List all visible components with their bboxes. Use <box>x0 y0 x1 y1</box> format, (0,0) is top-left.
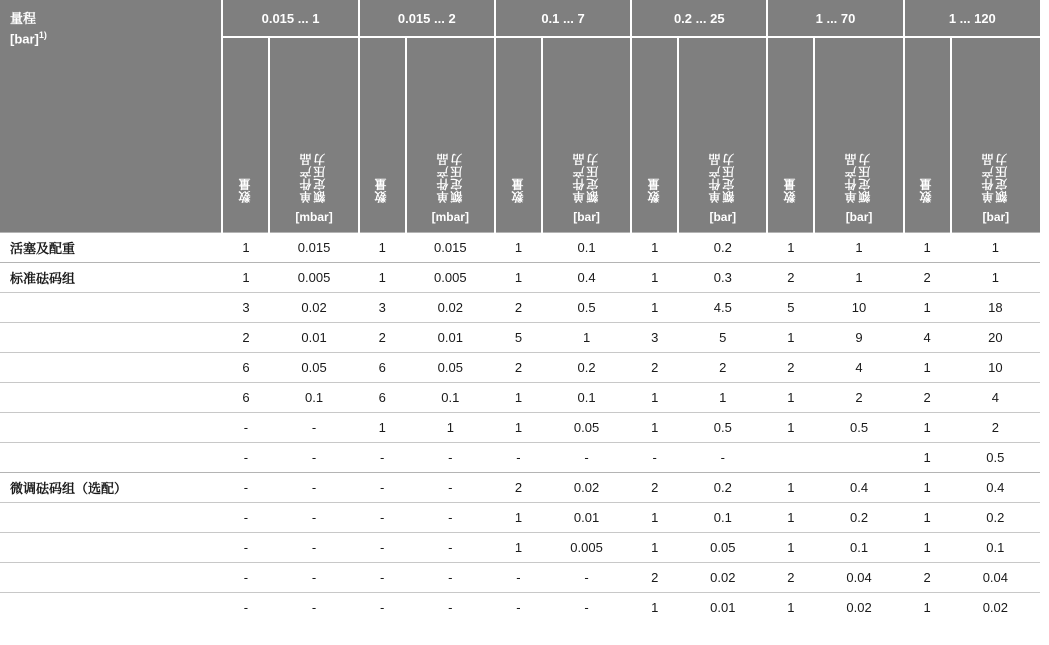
cell-pressure: 0.005 <box>269 263 358 293</box>
header-press-unit-5: [bar] <box>982 210 1010 224</box>
cell-qty: 1 <box>495 383 542 413</box>
cell-qty: 1 <box>222 263 269 293</box>
cell-pressure: 2 <box>814 383 903 413</box>
cell-pressure: - <box>406 533 495 563</box>
cell-qty: 2 <box>904 263 951 293</box>
table-row <box>0 383 1040 413</box>
cell-pressure: 2 <box>951 413 1040 443</box>
cell-pressure: 0.02 <box>951 593 1040 623</box>
cell-pressure: 0.2 <box>678 473 767 503</box>
cell-qty: - <box>359 473 406 503</box>
cell-qty: 1 <box>631 293 678 323</box>
table-header <box>0 0 1040 233</box>
cell-pressure: 4 <box>814 353 903 383</box>
header-qty-label-4: 数量 <box>783 178 798 203</box>
row-label-empty <box>0 533 222 563</box>
cell-qty: 2 <box>767 353 814 383</box>
table-row <box>0 263 1040 293</box>
cell-pressure: 0.05 <box>542 413 631 443</box>
cell-qty: 2 <box>495 473 542 503</box>
cell-pressure: 2 <box>678 353 767 383</box>
cell-pressure: 4 <box>951 383 1040 413</box>
table-row <box>0 473 1040 503</box>
cell-pressure: - <box>269 593 358 623</box>
cell-pressure: 0.4 <box>542 263 631 293</box>
cell-qty: 1 <box>904 353 951 383</box>
table-row <box>0 503 1040 533</box>
header-qty-4 <box>767 37 814 233</box>
header-press-label-5: 单件产品 额定压力 <box>981 153 1009 203</box>
header-qty-label-3: 数量 <box>646 178 661 203</box>
cell-qty: - <box>359 443 406 473</box>
cell-pressure: 0.015 <box>269 233 358 263</box>
cell-pressure: 0.02 <box>542 473 631 503</box>
header-qty-0 <box>222 37 269 233</box>
header-press-unit-3: [bar] <box>709 210 737 224</box>
cell-qty: 1 <box>631 383 678 413</box>
cell-qty: 1 <box>904 473 951 503</box>
cell-pressure: - <box>542 593 631 623</box>
header-press-label-1: 单件产品 额定压力 <box>435 153 464 203</box>
cell-qty: 1 <box>631 413 678 443</box>
cell-pressure: 0.5 <box>951 443 1040 473</box>
header-group-2: 0.1 ... 7 <box>495 0 631 37</box>
header-qty-label-0: 数量 <box>238 178 253 203</box>
table-row <box>0 443 1040 473</box>
table-row <box>0 533 1040 563</box>
header-press-label-3: 单件产品 额定压力 <box>708 153 736 203</box>
cell-pressure: 0.02 <box>406 293 495 323</box>
cell-pressure: 0.01 <box>678 593 767 623</box>
cell-pressure: 0.4 <box>951 473 1040 503</box>
cell-pressure: 0.1 <box>678 503 767 533</box>
cell-qty: 1 <box>631 533 678 563</box>
cell-pressure: - <box>269 413 358 443</box>
table-body <box>0 233 1040 623</box>
header-press-3 <box>678 37 767 233</box>
cell-qty: 1 <box>631 593 678 623</box>
cell-qty: 2 <box>631 473 678 503</box>
cell-pressure: 5 <box>678 323 767 353</box>
cell-pressure: 0.005 <box>406 263 495 293</box>
cell-pressure: 0.1 <box>269 383 358 413</box>
cell-qty: 1 <box>359 233 406 263</box>
range-title-line2: [bar]$^{1)}$ <box>10 29 47 47</box>
row-label-empty <box>0 383 222 413</box>
cell-qty: 5 <box>495 323 542 353</box>
cell-qty: 1 <box>495 533 542 563</box>
cell-qty <box>767 443 814 473</box>
cell-pressure: 10 <box>814 293 903 323</box>
cell-qty: 1 <box>495 413 542 443</box>
header-press-unit-4: [bar] <box>845 210 873 224</box>
cell-qty: 6 <box>359 353 406 383</box>
header-press-1 <box>406 37 495 233</box>
cell-pressure: 1 <box>678 383 767 413</box>
cell-pressure: 1 <box>406 413 495 443</box>
cell-qty: 1 <box>767 383 814 413</box>
header-qty-label-2: 数量 <box>510 178 525 203</box>
cell-qty: 3 <box>359 293 406 323</box>
cell-pressure: - <box>269 533 358 563</box>
header-group-4: 1 ... 70 <box>767 0 903 37</box>
table-row <box>0 413 1040 443</box>
table-row <box>0 353 1040 383</box>
cell-qty: 2 <box>767 263 814 293</box>
cell-qty: 1 <box>359 263 406 293</box>
cell-pressure: 0.015 <box>406 233 495 263</box>
range-title-footnote: 1) <box>38 29 47 40</box>
cell-qty: 2 <box>904 563 951 593</box>
table-row <box>0 563 1040 593</box>
cell-pressure <box>814 443 903 473</box>
header-group-3: 0.2 ... 25 <box>631 0 767 37</box>
cell-qty: 1 <box>767 503 814 533</box>
cell-pressure: - <box>269 563 358 593</box>
header-press-label-4: 单件产品 额定压力 <box>844 153 873 203</box>
cell-pressure: 0.05 <box>406 353 495 383</box>
cell-qty: - <box>222 443 269 473</box>
cell-pressure: 9 <box>814 323 903 353</box>
cell-pressure: 0.5 <box>814 413 903 443</box>
cell-pressure: - <box>269 503 358 533</box>
cell-pressure: 0.1 <box>951 533 1040 563</box>
cell-qty: 1 <box>767 533 814 563</box>
cell-pressure: - <box>406 563 495 593</box>
cell-pressure: 0.3 <box>678 263 767 293</box>
cell-pressure: - <box>269 443 358 473</box>
cell-qty: 2 <box>631 353 678 383</box>
cell-qty: 2 <box>767 563 814 593</box>
header-qty-2 <box>495 37 542 233</box>
cell-pressure: 0.2 <box>814 503 903 533</box>
cell-qty: - <box>631 443 678 473</box>
header-press-5 <box>951 37 1040 233</box>
cell-qty: 1 <box>631 233 678 263</box>
row-label-empty <box>0 563 222 593</box>
header-group-5: 1 ... 120 <box>904 0 1040 37</box>
cell-qty: - <box>359 563 406 593</box>
row-label-empty <box>0 503 222 533</box>
cell-qty: 1 <box>767 473 814 503</box>
cell-qty: 3 <box>222 293 269 323</box>
cell-pressure: 0.05 <box>678 533 767 563</box>
cell-qty: 3 <box>631 323 678 353</box>
cell-qty: 1 <box>904 443 951 473</box>
cell-pressure: 1 <box>951 263 1040 293</box>
cell-qty: - <box>359 503 406 533</box>
cell-qty: 1 <box>495 263 542 293</box>
header-qty-label-5: 数量 <box>919 178 934 203</box>
header-press-label-0: 单件产品 额定压力 <box>299 153 328 203</box>
cell-qty: - <box>359 593 406 623</box>
cell-qty: 1 <box>495 503 542 533</box>
cell-qty: 1 <box>904 233 951 263</box>
cell-qty: - <box>222 503 269 533</box>
header-qty-1 <box>359 37 406 233</box>
section-label: 标准砝码组 <box>0 263 222 293</box>
cell-qty: 1 <box>904 593 951 623</box>
cell-qty: 1 <box>631 263 678 293</box>
cell-qty: 1 <box>495 233 542 263</box>
cell-qty: 6 <box>222 383 269 413</box>
table-row <box>0 323 1040 353</box>
cell-pressure: - <box>542 563 631 593</box>
cell-qty: - <box>222 533 269 563</box>
header-qty-label-1: 数量 <box>374 178 389 203</box>
cell-qty: 2 <box>495 353 542 383</box>
cell-qty: 4 <box>904 323 951 353</box>
cell-pressure: 0.02 <box>814 593 903 623</box>
cell-qty: 1 <box>222 233 269 263</box>
cell-qty: 1 <box>904 413 951 443</box>
cell-qty: - <box>222 593 269 623</box>
cell-qty: 5 <box>767 293 814 323</box>
cell-qty: - <box>222 413 269 443</box>
cell-pressure: 20 <box>951 323 1040 353</box>
cell-pressure: 0.01 <box>542 503 631 533</box>
cell-pressure: 0.04 <box>951 563 1040 593</box>
cell-qty: - <box>359 533 406 563</box>
range-title-line1: 量程 <box>10 11 37 26</box>
header-press-0 <box>269 37 358 233</box>
cell-qty: 2 <box>631 563 678 593</box>
cell-pressure: 1 <box>542 323 631 353</box>
cell-pressure: - <box>542 443 631 473</box>
cell-pressure: - <box>406 593 495 623</box>
cell-qty: 2 <box>495 293 542 323</box>
cell-pressure: 0.5 <box>678 413 767 443</box>
header-press-4 <box>814 37 903 233</box>
cell-pressure: 0.02 <box>678 563 767 593</box>
row-label-empty <box>0 353 222 383</box>
cell-qty: 2 <box>359 323 406 353</box>
header-group-row <box>0 0 1040 37</box>
header-press-unit-0: [mbar] <box>295 210 333 224</box>
cell-qty: 1 <box>904 293 951 323</box>
row-label-empty <box>0 323 222 353</box>
table-row <box>0 293 1040 323</box>
table-row <box>0 233 1040 263</box>
cell-pressure: 0.2 <box>951 503 1040 533</box>
cell-qty: 1 <box>767 413 814 443</box>
section-label: 活塞及配重 <box>0 233 222 263</box>
range-title-cell <box>0 0 222 233</box>
cell-qty: 1 <box>359 413 406 443</box>
cell-pressure: 0.02 <box>269 293 358 323</box>
row-label-empty <box>0 593 222 623</box>
cell-qty: - <box>495 443 542 473</box>
cell-qty: 1 <box>904 533 951 563</box>
cell-pressure: 1 <box>951 233 1040 263</box>
cell-pressure: - <box>406 473 495 503</box>
cell-pressure: 0.04 <box>814 563 903 593</box>
header-qty-3 <box>631 37 678 233</box>
row-label-empty <box>0 293 222 323</box>
cell-pressure: 1 <box>814 233 903 263</box>
cell-qty: 6 <box>222 353 269 383</box>
cell-qty: - <box>222 473 269 503</box>
cell-pressure: 0.1 <box>542 383 631 413</box>
header-press-unit-1: [mbar] <box>431 210 469 224</box>
cell-pressure: 0.4 <box>814 473 903 503</box>
header-press-2 <box>542 37 631 233</box>
cell-qty: 1 <box>631 503 678 533</box>
section-label: 微调砝码组（选配） <box>0 473 222 503</box>
cell-qty: 1 <box>904 503 951 533</box>
cell-qty: 2 <box>904 383 951 413</box>
cell-pressure: 0.2 <box>678 233 767 263</box>
cell-pressure: 0.1 <box>542 233 631 263</box>
cell-pressure: 4.5 <box>678 293 767 323</box>
cell-pressure: - <box>406 503 495 533</box>
cell-pressure: - <box>678 443 767 473</box>
cell-pressure: 0.1 <box>406 383 495 413</box>
cell-qty: - <box>495 563 542 593</box>
header-group-0: 0.015 ... 1 <box>222 0 358 37</box>
header-qty-5 <box>904 37 951 233</box>
cell-pressure: 10 <box>951 353 1040 383</box>
header-press-label-2: 单件产品 额定压力 <box>571 153 600 203</box>
table-row <box>0 593 1040 623</box>
cell-qty: 6 <box>359 383 406 413</box>
cell-pressure: 0.1 <box>814 533 903 563</box>
cell-qty: - <box>495 593 542 623</box>
cell-pressure: 0.2 <box>542 353 631 383</box>
cell-pressure: 0.5 <box>542 293 631 323</box>
cell-pressure: 1 <box>814 263 903 293</box>
cell-qty: 1 <box>767 323 814 353</box>
cell-qty: 2 <box>222 323 269 353</box>
row-label-empty <box>0 443 222 473</box>
header-group-1: 0.015 ... 2 <box>359 0 495 37</box>
cell-qty: 1 <box>767 233 814 263</box>
cell-pressure: 18 <box>951 293 1040 323</box>
cell-pressure: 0.005 <box>542 533 631 563</box>
header-press-unit-2: [bar] <box>573 210 600 224</box>
cell-qty: 1 <box>767 593 814 623</box>
cell-pressure: 0.01 <box>406 323 495 353</box>
row-label-empty <box>0 413 222 443</box>
cell-pressure: - <box>406 443 495 473</box>
cell-pressure: 0.05 <box>269 353 358 383</box>
cell-qty: - <box>222 563 269 593</box>
cell-pressure: 0.01 <box>269 323 358 353</box>
cell-pressure: - <box>269 473 358 503</box>
